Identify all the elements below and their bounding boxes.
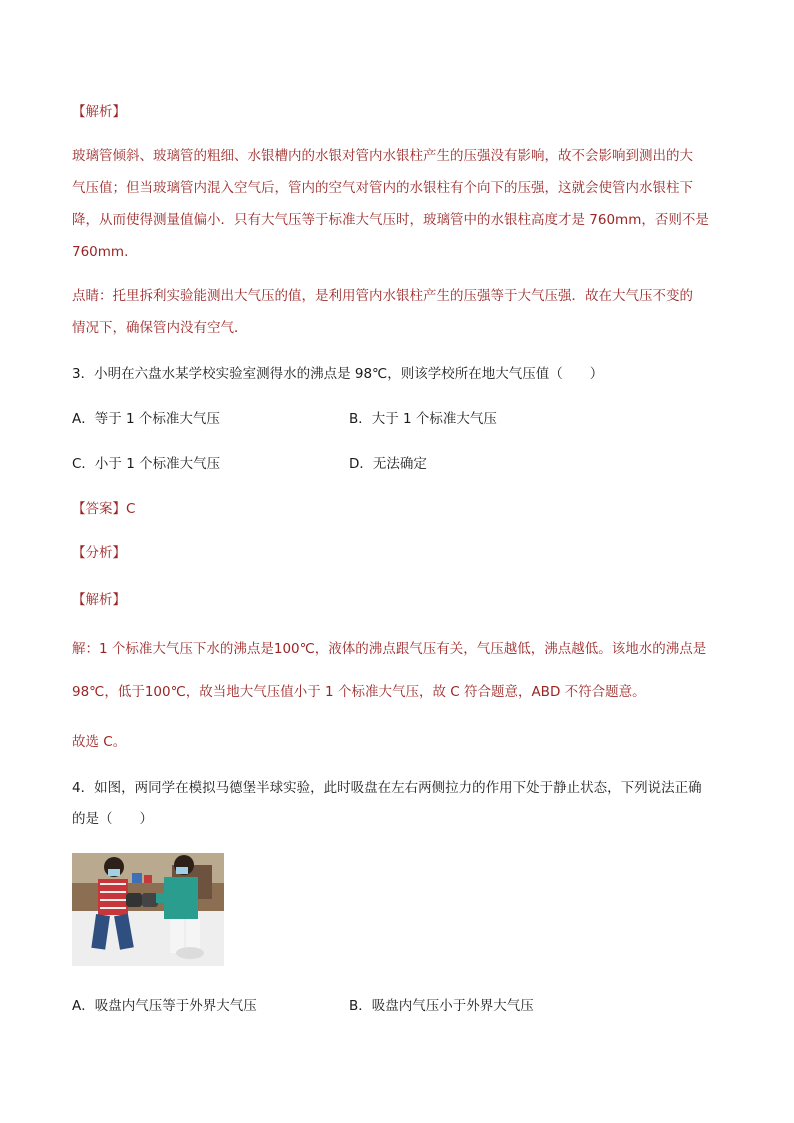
q3-solution-line-1: 解：1 个标准大气压下水的沸点是100℃，液体的沸点跟气压有关，气压越低，沸点越低。该地水的沸点是 (72, 641, 707, 657)
q3-option-a: A．等于 1 个标准大气压 (72, 411, 220, 427)
q3-solution-line-2: 98℃，低于100℃，故当地大气压值小于 1 个标准大气压，故 C 符合题意，ABD 不符合题意。 (72, 684, 646, 700)
q3-answer (72, 499, 135, 519)
answer-value: C (126, 501, 136, 517)
tip-line-2: 情况下，确保管内没有空气． (72, 320, 248, 336)
q3-stem: 3．小明在六盘水某学校实验室测得水的沸点是 98℃，则该学校所在地大气压值（ ） (72, 366, 604, 382)
photo-illustration (72, 853, 224, 966)
q3-option-b: B．大于 1 个标准大气压 (349, 411, 497, 427)
analysis-heading: 【解析】 (72, 104, 126, 120)
analysis-line-3: 降，从而使得测量值偏小．只有大气压等于标准大气压时，玻璃管中的水银柱高度才是 760mm，否则不是 (72, 212, 709, 228)
q4-stem-line-1: 4．如图，两同学在模拟马德堡半球实验，此时吸盘在左右两侧拉力的作用下处于静止状态，下列说法正确 (72, 780, 702, 796)
q3-conclusion: 故选 C。 (72, 734, 127, 750)
q3-option-c: C．小于 1 个标准大气压 (72, 456, 221, 472)
tip-line-1: 点睛：托里拆利实验能测出大气压的值，是利用管内水银柱产生的压强等于大气压强．故在大气压不变的 (72, 288, 693, 304)
q3-analysis-heading: 【分析】 (72, 545, 126, 561)
q4-stem-line-2: 的是（ ） (72, 811, 153, 827)
q4-option-b: B．吸盘内气压小于外界大气压 (349, 998, 534, 1014)
two-children-pulling-suction-cup-photo (72, 853, 224, 966)
q4-option-a: A．吸盘内气压等于外界大气压 (72, 998, 257, 1014)
analysis-line-2: 气压值；但当玻璃管内混入空气后，管内的空气对管内的水银柱有个向下的压强，这就会使管内水银柱下 (72, 180, 693, 196)
q3-option-d: D．无法确定 (349, 456, 427, 472)
answer-label: 【答案】 (72, 501, 126, 517)
q3-solution-heading: 【解析】 (72, 592, 126, 608)
analysis-line-4: 760mm. (72, 244, 129, 260)
analysis-line-1: 玻璃管倾斜、玻璃管的粗细、水银槽内的水银对管内水银柱产生的压强没有影响，故不会影响到测出的大 (72, 148, 693, 164)
